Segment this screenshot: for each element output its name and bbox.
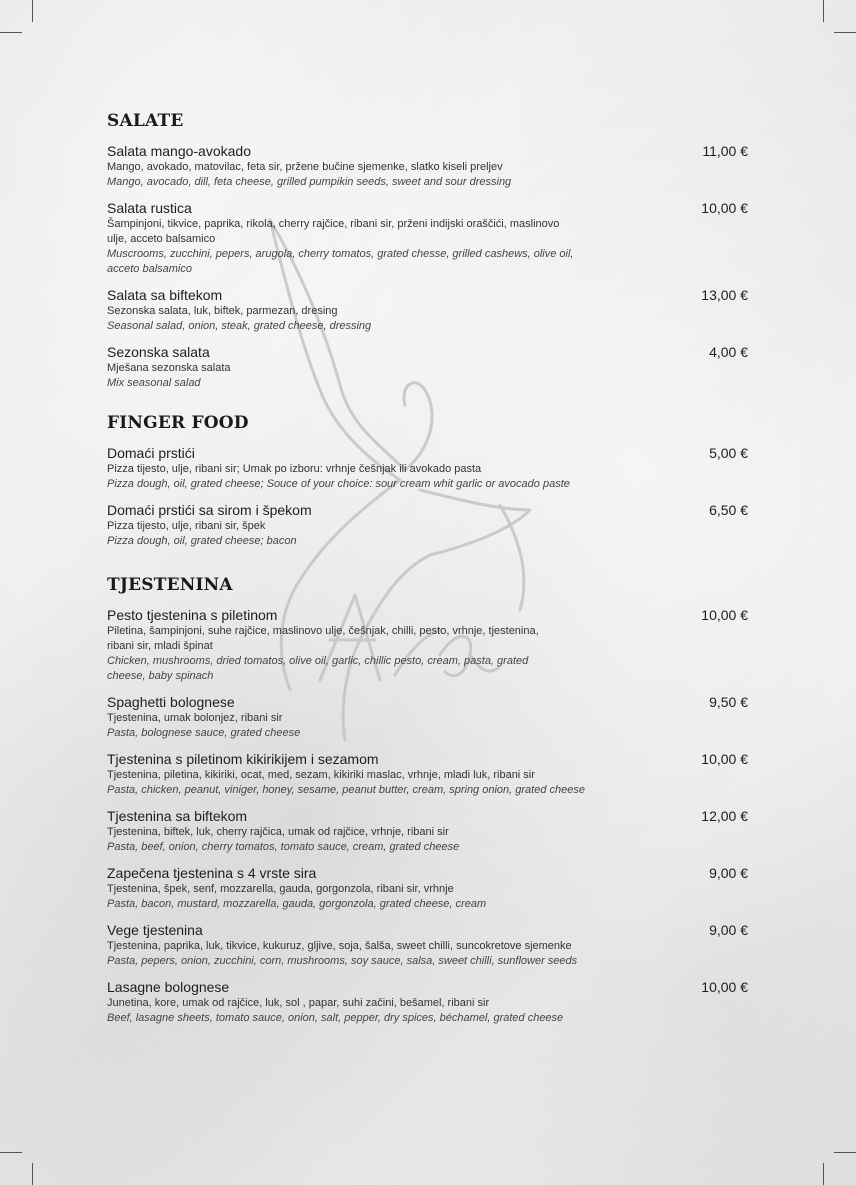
item-price: 6,50 € — [709, 502, 748, 518]
item-name: Tjestenina sa biftekom — [107, 808, 248, 824]
crop-mark — [32, 0, 33, 22]
item-name: Zapečena tjestenina s 4 vrste sira — [107, 865, 317, 881]
item-name: Spaghetti bolognese — [107, 694, 235, 710]
item-price: 9,50 € — [709, 694, 748, 710]
item-name: Vege tjestenina — [107, 922, 203, 938]
item-description-en: Mix seasonal salad — [107, 377, 201, 389]
crop-mark — [32, 1163, 33, 1185]
item-price: 10,00 € — [701, 979, 748, 995]
item-description: Tjestenina, umak bolonjez, ribani sir — [107, 712, 283, 724]
section-title: FINGER FOOD — [107, 413, 249, 433]
crop-mark — [823, 0, 824, 22]
section-finger-food — [107, 412, 752, 558]
menu-item — [107, 978, 752, 1026]
item-description: Mango, avokado, matovilac, feta sir, pržene bučine sjemenke, slatko kiseli preljev — [107, 161, 503, 173]
item-description: Junetina, kore, umak od rajčice, luk, sol , papar, suhi začini, bešamel, ribani sir — [107, 997, 490, 1009]
item-price: 11,00 € — [702, 143, 748, 159]
section-title: SALATE — [107, 111, 184, 131]
item-price: 5,00 € — [709, 445, 748, 461]
menu-item — [107, 501, 752, 549]
crop-mark — [834, 1152, 856, 1153]
item-description: Šampinjoni, tikvice, paprika, rikola, cherry rajčice, ribani sir, prženi indijski oraščići, maslinovo ulje, acceto balsamico — [107, 218, 560, 245]
item-description-en: Pizza dough, oil, grated cheese; bacon — [107, 535, 297, 547]
menu-item — [107, 750, 752, 798]
menu-item — [107, 286, 752, 334]
item-description: Sezonska salata, luk, biftek, parmezan, dresing — [107, 305, 338, 317]
item-description-en: Pasta, pepers, onion, zucchini, corn, mushrooms, soy sauce, salsa, sweet chilli, sunflower seeds — [107, 955, 578, 967]
item-name: Sezonska salata — [107, 344, 210, 360]
item-description: Pizza tijesto, ulje, ribani sir; Umak po izboru: vrhnje češnjak ili avokado pasta — [107, 463, 482, 475]
item-description: Piletina, šampinjoni, suhe rajčice, maslinovo ulje, češnjak, chilli, pesto, vrhnje, tjestenina, ribani sir, mladi špinat — [107, 625, 539, 652]
menu-item — [107, 693, 752, 741]
crop-mark — [823, 1163, 824, 1185]
item-price: 9,00 € — [709, 922, 748, 938]
item-description-en: Pasta, bacon, mustard, mozzarella, gauda, gorgonzola, grated cheese, cream — [107, 898, 487, 910]
item-description: Mješana sezonska salata — [107, 362, 231, 374]
item-description-en: Mango, avocado, dill, feta cheese, grilled pumpikin seeds, sweet and sour dressing — [107, 176, 512, 188]
item-price: 10,00 € — [701, 751, 748, 767]
item-name: Salata mango-avokado — [107, 143, 251, 159]
crop-mark — [0, 1152, 22, 1153]
item-description-en: Pasta, beef, onion, cherry tomatos, tomato sauce, cream, grated cheese — [107, 841, 460, 853]
menu-item — [107, 444, 752, 492]
item-description: Tjestenina, špek, senf, mozzarella, gauda, gorgonzola, ribani sir, vrhnje — [107, 883, 454, 895]
menu-item — [107, 606, 752, 684]
item-price: 10,00 € — [701, 607, 748, 623]
item-description-en: Beef, lasagne sheets, tomato sauce, onion, salt, pepper, dry spices, béchamel, grated cheese — [107, 1012, 564, 1024]
item-description-en: Muscrooms, zucchini, pepers, arugola, cherry tomatos, grated chesse, grilled cashews, olive oil, acceto balsamico — [107, 248, 574, 275]
item-description-en: Pizza dough, oil, grated cheese; Souce of your choice: sour cream whit garlic or avocado paste — [107, 478, 570, 490]
item-description: Tjestenina, piletina, kikiriki, ocat, med, sezam, kikiriki maslac, vrhnje, mladi luk, ribani sir — [107, 769, 535, 781]
item-price: 4,00 € — [709, 344, 748, 360]
item-description-en: Seasonal salad, onion, steak, grated cheese, dressing — [107, 320, 372, 332]
item-name: Domaći prstići sa sirom i špekom — [107, 502, 312, 518]
menu-item — [107, 142, 752, 190]
menu-item — [107, 199, 752, 277]
item-name: Domaći prstići — [107, 445, 195, 461]
section-title: TJESTENINA — [107, 575, 233, 595]
item-price: 13,00 € — [701, 287, 748, 303]
item-name: Lasagne bolognese — [107, 979, 230, 995]
crop-mark — [0, 32, 22, 33]
item-name: Salata rustica — [107, 200, 192, 216]
item-price: 10,00 € — [701, 200, 748, 216]
section-salate — [107, 110, 752, 400]
item-description: Tjestenina, biftek, luk, cherry rajčica, umak od rajčice, vrhnje, ribani sir — [107, 826, 449, 838]
menu-item — [107, 807, 752, 855]
section-tjestenina — [107, 574, 752, 1035]
menu-item — [107, 921, 752, 969]
item-name: Tjestenina s piletinom kikirikijem i sezamom — [107, 751, 379, 767]
menu-item — [107, 864, 752, 912]
item-price: 12,00 € — [701, 808, 748, 824]
item-description-en: Pasta, bolognese sauce, grated cheese — [107, 727, 301, 739]
menu-item — [107, 343, 752, 391]
item-name: Salata sa biftekom — [107, 287, 223, 303]
item-description-en: Pasta, chicken, peanut, viniger, honey, sesame, peanut butter, cream, spring onion, grated cheese — [107, 784, 585, 796]
item-description: Pizza tijesto, ulje, ribani sir, špek — [107, 520, 266, 532]
item-description: Tjestenina, paprika, luk, tikvice, kukuruz, gljive, soja, šalša, sweet chilli, suncokretove sjemenke — [107, 940, 572, 952]
item-name: Pesto tjestenina s piletinom — [107, 607, 278, 623]
crop-mark — [834, 32, 856, 33]
item-price: 9,00 € — [709, 865, 748, 881]
item-description-en: Chicken, mushrooms, dried tomatos, olive oil, garlic, chillic pesto, cream, pasta, grated cheese, baby spinach — [107, 655, 529, 682]
